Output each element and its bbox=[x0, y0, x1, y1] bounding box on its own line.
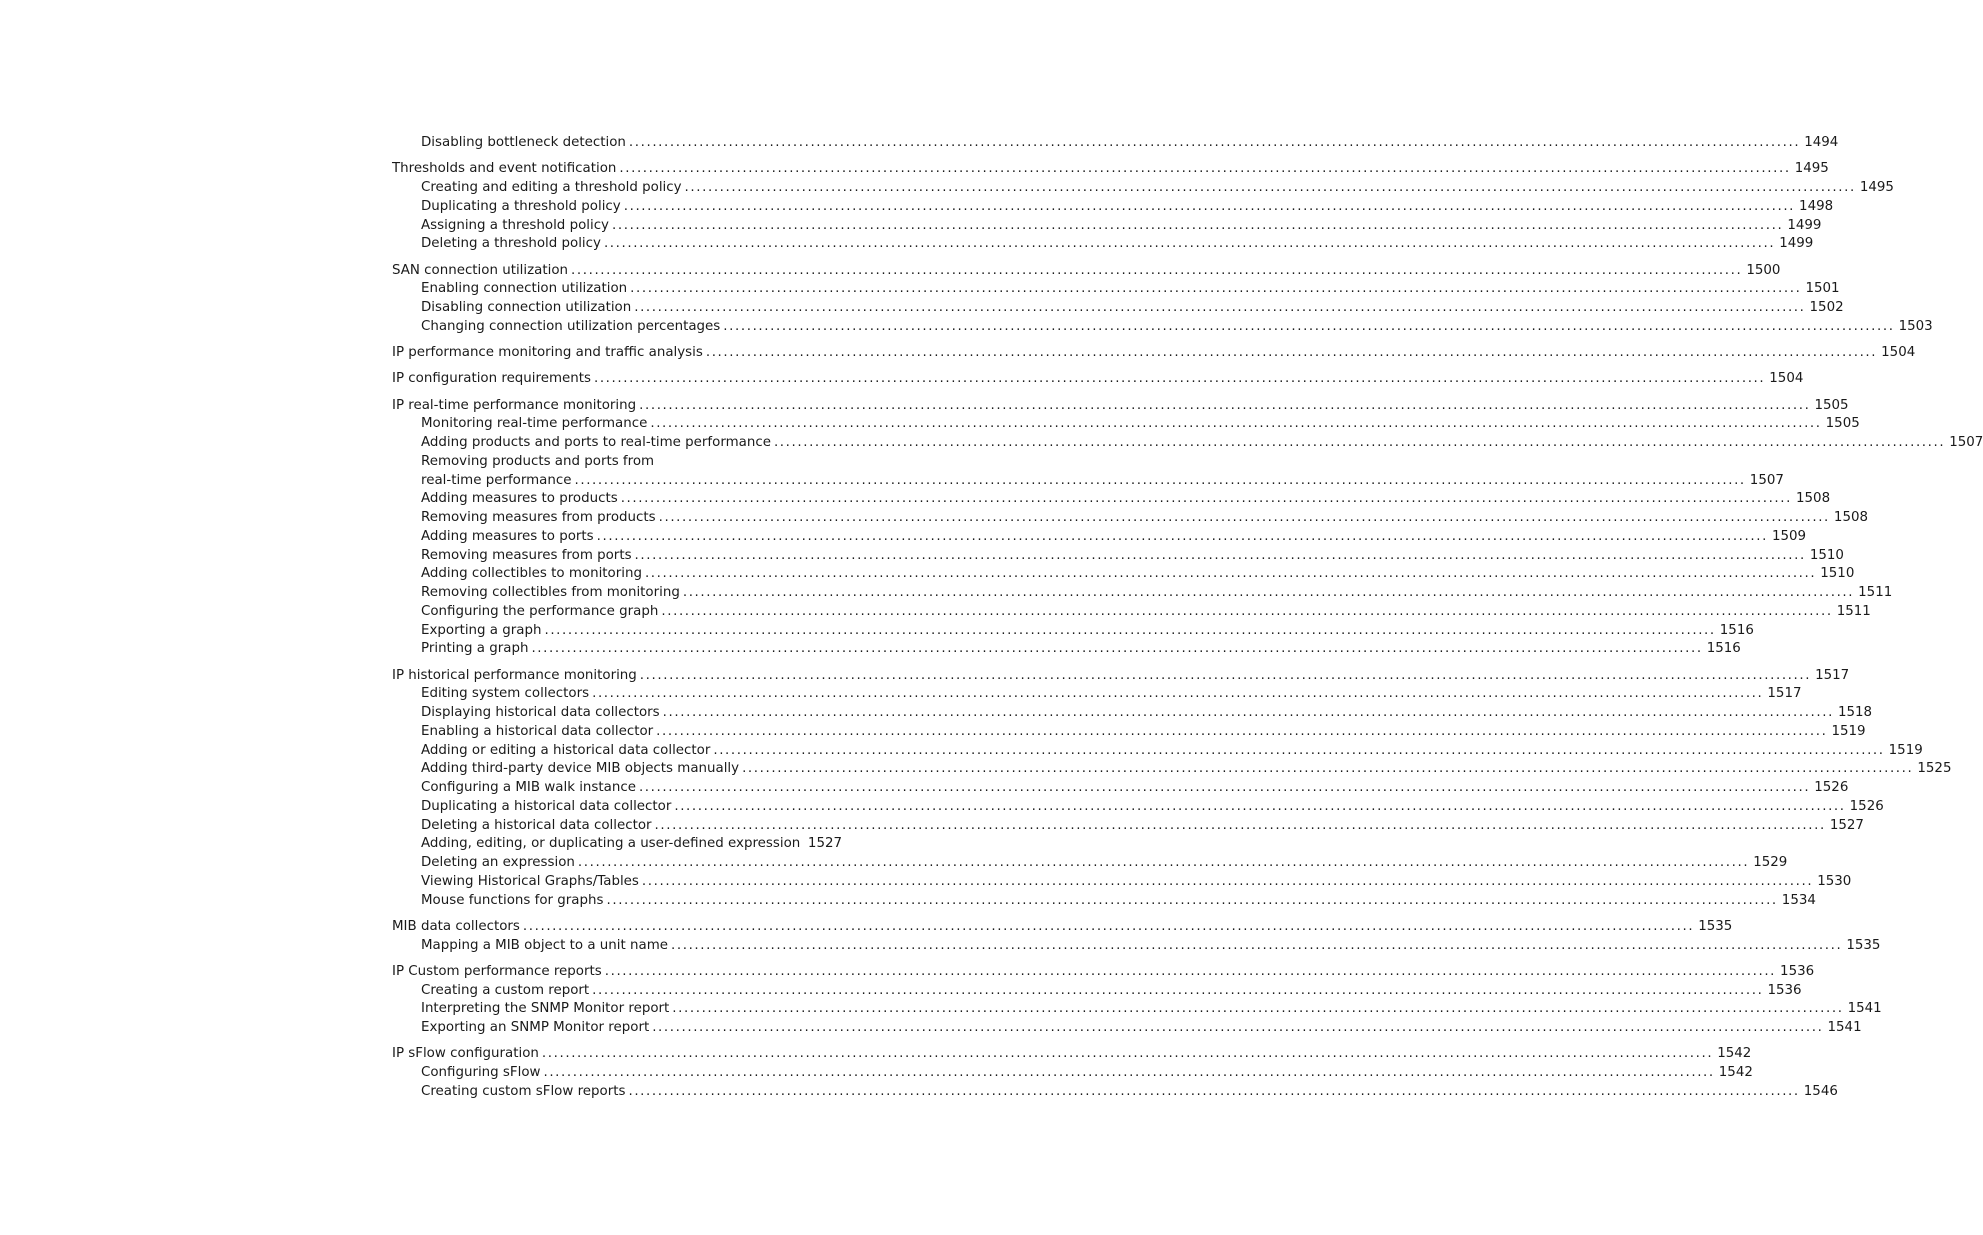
toc-dot-leader: ........................................................................................................................................................................................................ bbox=[639, 667, 1812, 683]
toc-page-number: 1495 bbox=[1794, 161, 1829, 177]
toc-entry-title: Displaying historical data collectors bbox=[421, 705, 660, 720]
toc-entry-title: Configuring the performance graph bbox=[421, 603, 659, 619]
toc-subentry[interactable] bbox=[392, 854, 1788, 873]
toc-subentry[interactable] bbox=[392, 779, 1849, 798]
toc-subentry[interactable] bbox=[392, 198, 1834, 217]
toc-page-number: 1494 bbox=[1804, 135, 1839, 150]
toc-dot-leader: ........................................................................................................................................................................................................ bbox=[684, 180, 1856, 195]
toc-subentry[interactable] bbox=[392, 528, 1807, 547]
toc-dot-leader: ........................................................................................................................................................................................................ bbox=[544, 622, 1716, 638]
toc-subentry[interactable] bbox=[392, 835, 842, 854]
toc-subentry[interactable] bbox=[392, 603, 1871, 622]
toc-subentry[interactable] bbox=[392, 1083, 1838, 1102]
toc-entry-title: Duplicating a threshold policy bbox=[421, 198, 621, 214]
toc-page-number: 1519 bbox=[1888, 742, 1923, 758]
toc-page-number: 1509 bbox=[1771, 528, 1807, 544]
toc-page-number: 1535 bbox=[1846, 937, 1881, 953]
toc-entry-title: IP Custom performance reports bbox=[392, 963, 602, 979]
toc-page-number: 1527 bbox=[1829, 817, 1864, 833]
toc-page-number: 1502 bbox=[1809, 300, 1844, 315]
toc-dot-leader: ........................................................................................................................................................................................................ bbox=[634, 547, 1806, 563]
toc-subentry[interactable] bbox=[392, 472, 1784, 491]
toc-page-number: 1507 bbox=[1949, 435, 1983, 450]
toc-page-number: 1505 bbox=[1814, 397, 1849, 413]
toc-dot-leader: ........................................................................................................................................................................................................ bbox=[543, 1065, 1715, 1080]
toc-page-number: 1534 bbox=[1781, 892, 1816, 908]
toc-entry-title: Viewing Historical Graphs/Tables bbox=[421, 873, 639, 889]
toc-subentry[interactable] bbox=[392, 1000, 1882, 1019]
toc-dot-leader: ........................................................................................................................................................................................................ bbox=[705, 345, 1878, 360]
toc-subentry[interactable] bbox=[392, 742, 1923, 761]
toc-page-number: 1536 bbox=[1767, 982, 1802, 998]
toc-heading-entry[interactable] bbox=[392, 1045, 1752, 1064]
toc-section bbox=[392, 918, 1881, 956]
toc-heading-entry[interactable] bbox=[392, 963, 1815, 982]
toc-subentry[interactable] bbox=[392, 640, 1741, 659]
toc-section bbox=[392, 134, 1839, 153]
toc-dot-leader: ........................................................................................................................................................................................................ bbox=[630, 281, 1802, 297]
toc-page-number: 1516 bbox=[1719, 622, 1754, 638]
toc-subentry[interactable] bbox=[392, 318, 1933, 337]
toc-entry-title: Deleting a threshold policy bbox=[421, 236, 601, 252]
toc-entry-title: Removing measures from ports bbox=[421, 547, 632, 563]
toc-entry-title: Creating a custom report bbox=[421, 982, 590, 998]
toc-dot-leader: ........................................................................................................................................................................................................ bbox=[620, 491, 1793, 507]
toc-dot-leader: ........................................................................................................................................................................................................ bbox=[723, 318, 1895, 334]
toc-dot-leader: ........................................................................................................................................................................................................ bbox=[577, 855, 1750, 870]
toc-dot-leader: ........................................................................................................................................................................................................ bbox=[662, 705, 1834, 720]
toc-entry-title: Deleting an expression bbox=[421, 855, 575, 870]
toc-subentry[interactable] bbox=[392, 434, 1983, 453]
toc-dot-leader: ........................................................................................................................................................................................................ bbox=[606, 892, 1778, 908]
toc-page-number: 1546 bbox=[1803, 1083, 1838, 1099]
toc-section bbox=[392, 397, 1983, 660]
toc-page-number: 1504 bbox=[1769, 371, 1804, 387]
toc-page-number: 1542 bbox=[1717, 1046, 1752, 1062]
toc-page-number: 1527 bbox=[807, 836, 842, 852]
toc-entry-title: IP configuration requirements bbox=[392, 371, 591, 387]
toc-entry-title: Adding measures to ports bbox=[421, 528, 594, 544]
toc-page-number: 1535 bbox=[1698, 918, 1733, 934]
toc-page-number: 1517 bbox=[1767, 686, 1802, 702]
toc-subentry[interactable] bbox=[392, 490, 1831, 509]
toc-entry-title: Adding products and ports to real-time performance bbox=[421, 435, 771, 450]
toc-subentry[interactable] bbox=[392, 280, 1840, 299]
toc-entry-title: Interpreting the SNMP Monitor report bbox=[421, 1001, 670, 1017]
toc-dot-leader: ........................................................................................................................................................................................................ bbox=[574, 472, 1746, 488]
toc-page-number: 1517 bbox=[1815, 667, 1850, 683]
toc-heading-entry[interactable] bbox=[392, 397, 1849, 416]
toc-dot-leader: ........................................................................................................................................................................................................ bbox=[650, 416, 1822, 432]
toc-dot-leader: ........................................................................................................................................................................................................ bbox=[656, 723, 1828, 739]
toc-entry-title: Removing collectibles from monitoring bbox=[421, 585, 680, 600]
table-of-contents bbox=[392, 134, 1983, 1109]
toc-entry-title: Adding collectibles to monitoring bbox=[421, 566, 642, 582]
toc-dot-leader: ........................................................................................................................................................................................................ bbox=[604, 963, 1777, 979]
toc-heading-entry[interactable] bbox=[392, 262, 1781, 281]
toc-dot-leader: ........................................................................................................................................................................................................ bbox=[641, 873, 1814, 889]
toc-section bbox=[392, 963, 1882, 1038]
toc-dot-leader: ........................................................................................................................................................................................................ bbox=[628, 135, 1801, 150]
toc-entry-title: IP historical performance monitoring bbox=[392, 667, 637, 683]
toc-subentry[interactable] bbox=[392, 179, 1894, 198]
toc-subentry[interactable] bbox=[392, 937, 1881, 956]
toc-dot-leader: ........................................................................................................................................................................................................ bbox=[661, 603, 1833, 619]
toc-entry-title: Creating and editing a threshold policy bbox=[421, 180, 682, 195]
toc-dot-leader: ........................................................................................................................................................................................................ bbox=[628, 1083, 1800, 1099]
toc-page-number: 1542 bbox=[1718, 1065, 1753, 1080]
toc-dot-leader: ........................................................................................................................................................................................................ bbox=[541, 1046, 1714, 1062]
toc-dot-leader: ........................................................................................................................................................................................................ bbox=[592, 686, 1764, 702]
toc-page-number: 1500 bbox=[1746, 262, 1781, 278]
toc-page-number: 1510 bbox=[1820, 566, 1855, 582]
toc-section bbox=[392, 160, 1894, 254]
toc-page-number: 1504 bbox=[1881, 345, 1916, 360]
toc-heading-entry[interactable] bbox=[392, 667, 1850, 686]
toc-entry-title: Disabling connection utilization bbox=[421, 300, 632, 315]
toc-entry-title: IP real-time performance monitoring bbox=[392, 397, 637, 413]
toc-entry-title: Adding third-party device MIB objects manually bbox=[421, 761, 740, 777]
toc-entry-title: IP performance monitoring and traffic analysis bbox=[392, 345, 703, 360]
toc-entry-title: Adding measures to products bbox=[421, 491, 618, 507]
toc-subentry[interactable] bbox=[392, 873, 1852, 892]
toc-entry-title: Enabling a historical data collector bbox=[421, 723, 654, 739]
toc-dot-leader: ........................................................................................................................................................................................................ bbox=[644, 566, 1817, 582]
toc-page-number: 1529 bbox=[1753, 855, 1788, 870]
toc-page-number: 1501 bbox=[1805, 281, 1840, 297]
toc-entry-title: IP sFlow configuration bbox=[392, 1046, 539, 1062]
toc-page-number: 1507 bbox=[1749, 472, 1784, 488]
toc-dot-leader: ........................................................................................................................................................................................................ bbox=[522, 918, 1695, 934]
toc-page-number: 1530 bbox=[1817, 873, 1852, 889]
toc-page-number: 1518 bbox=[1837, 705, 1873, 720]
toc-subentry[interactable] bbox=[392, 798, 1884, 817]
toc-entry-title: Creating custom sFlow reports bbox=[421, 1083, 626, 1099]
toc-entry-title: Thresholds and event notification bbox=[392, 161, 617, 177]
toc-page-number: 1525 bbox=[1917, 761, 1952, 777]
toc-entry-title: Duplicating a historical data collector bbox=[421, 798, 672, 814]
toc-subentry[interactable] bbox=[392, 760, 1952, 779]
toc-page-number: 1505 bbox=[1825, 416, 1860, 432]
toc-page-number: 1541 bbox=[1847, 1001, 1882, 1017]
toc-page-number: 1541 bbox=[1827, 1020, 1862, 1035]
toc-page-number: 1526 bbox=[1849, 798, 1884, 814]
toc-section bbox=[392, 262, 1933, 337]
toc-dot-leader: ........................................................................................................................................................................................................ bbox=[639, 397, 1811, 413]
toc-subentry[interactable] bbox=[392, 622, 1754, 641]
toc-page-number: 1536 bbox=[1780, 963, 1815, 979]
toc-dot-leader: ........................................................................................................................................................................................................ bbox=[674, 798, 1846, 814]
toc-subentry[interactable] bbox=[392, 547, 1844, 566]
toc-subentry[interactable] bbox=[392, 1019, 1862, 1038]
toc-entry-title: Assigning a threshold policy bbox=[421, 217, 609, 233]
toc-page-number: 1498 bbox=[1799, 198, 1834, 214]
toc-page-number: 1526 bbox=[1814, 780, 1849, 795]
toc-subentry[interactable] bbox=[392, 685, 1802, 704]
toc-page-number: 1499 bbox=[1787, 217, 1822, 233]
toc-entry-title: Adding, editing, or duplicating a user-defined expression bbox=[421, 836, 801, 852]
toc-subentry[interactable] bbox=[392, 565, 1855, 584]
toc-page-number: 1519 bbox=[1831, 723, 1866, 739]
toc-subentry[interactable] bbox=[392, 235, 1814, 254]
toc-dot-leader: ........................................................................................................................................................................................................ bbox=[682, 585, 1855, 600]
toc-dot-leader: ........................................................................................................................................................................................................ bbox=[623, 198, 1796, 214]
toc-heading-entry[interactable] bbox=[392, 918, 1733, 937]
toc-entry-title: Printing a graph bbox=[421, 641, 529, 657]
toc-subentry[interactable] bbox=[392, 892, 1816, 911]
toc-section bbox=[392, 370, 1804, 389]
toc-dot-leader: ........................................................................................................................................................................................................ bbox=[571, 262, 1743, 278]
toc-entry-title: Exporting an SNMP Monitor report bbox=[421, 1020, 650, 1035]
toc-dot-leader: ........................................................................................................................................................................................................ bbox=[671, 937, 1843, 953]
toc-subentry[interactable] bbox=[392, 704, 1873, 723]
toc-section bbox=[392, 667, 1952, 911]
toc-dot-leader: ........................................................................................................................................................................................................ bbox=[652, 1020, 1824, 1035]
toc-heading-entry[interactable] bbox=[392, 160, 1829, 179]
toc-dot-leader: ........................................................................................................................................................................................................ bbox=[713, 742, 1885, 758]
toc-heading-entry[interactable] bbox=[392, 344, 1916, 363]
toc-entry-title: Deleting a historical data collector bbox=[421, 817, 652, 833]
toc-subentry[interactable] bbox=[392, 217, 1822, 236]
toc-dot-leader: ........................................................................................................................................................................................................ bbox=[742, 761, 1914, 777]
toc-subentry[interactable] bbox=[392, 723, 1866, 742]
toc-dot-leader: ........................................................................................................................................................................................................ bbox=[654, 817, 1826, 833]
toc-dot-leader: ........................................................................................................................................................................................................ bbox=[531, 641, 1703, 657]
toc-subentry[interactable] bbox=[392, 982, 1802, 1001]
toc-subentry[interactable] bbox=[392, 509, 1868, 528]
toc-page-number: 1495 bbox=[1859, 180, 1894, 195]
toc-entry-title: Exporting a graph bbox=[421, 622, 542, 638]
toc-page-number: 1511 bbox=[1836, 603, 1871, 619]
toc-entry-title: Mouse functions for graphs bbox=[421, 892, 604, 908]
toc-entry-title: real-time performance bbox=[421, 472, 572, 488]
toc-dot-leader: ........................................................................................................................................................................................................ bbox=[612, 217, 1784, 233]
toc-subentry[interactable] bbox=[392, 415, 1860, 434]
toc-heading-entry[interactable] bbox=[392, 370, 1804, 389]
toc-dot-leader: ........................................................................................................................................................................................................ bbox=[672, 1001, 1844, 1017]
toc-subentry[interactable] bbox=[392, 1064, 1753, 1083]
toc-entry-title: Monitoring real-time performance bbox=[421, 416, 648, 432]
toc-entry-title: Removing products and ports from bbox=[421, 453, 655, 469]
toc-section bbox=[392, 1045, 1838, 1101]
toc-subentry[interactable] bbox=[392, 817, 1864, 836]
toc-entry-title: Configuring sFlow bbox=[421, 1065, 541, 1080]
toc-entry-title: Configuring a MIB walk instance bbox=[421, 780, 636, 795]
toc-dot-leader: ........................................................................................................................................................................................................ bbox=[773, 435, 1946, 450]
toc-entry-title: Disabling bottleneck detection bbox=[421, 135, 626, 150]
toc-page-number: 1499 bbox=[1779, 236, 1814, 252]
toc-page-number: 1516 bbox=[1706, 641, 1741, 657]
toc-subentry[interactable] bbox=[392, 134, 1839, 153]
toc-entry-title: Editing system collectors bbox=[421, 686, 590, 702]
toc-page-number: 1508 bbox=[1796, 491, 1831, 507]
toc-dot-leader: ........................................................................................................................................................................................................ bbox=[638, 780, 1811, 795]
toc-subentry[interactable] bbox=[392, 453, 842, 472]
toc-entry-title: SAN connection utilization bbox=[392, 262, 569, 278]
toc-entry-title: MIB data collectors bbox=[392, 918, 520, 934]
toc-entry-title: Enabling connection utilization bbox=[421, 281, 628, 297]
toc-section bbox=[392, 344, 1916, 363]
toc-entry-title: Removing measures from products bbox=[421, 510, 656, 525]
toc-dot-leader: ........................................................................................................................................................................................................ bbox=[634, 300, 1806, 315]
toc-dot-leader: ........................................................................................................................................................................................................ bbox=[592, 982, 1764, 998]
toc-dot-leader: ........................................................................................................................................................................................................ bbox=[658, 510, 1830, 525]
toc-page-number: 1510 bbox=[1809, 547, 1844, 563]
toc-subentry[interactable] bbox=[392, 584, 1893, 603]
toc-page-number: 1511 bbox=[1858, 585, 1893, 600]
toc-dot-leader: ........................................................................................................................................................................................................ bbox=[593, 371, 1766, 387]
toc-dot-leader: ........................................................................................................................................................................................................ bbox=[619, 161, 1791, 177]
toc-dot-leader: ........................................................................................................................................................................................................ bbox=[596, 528, 1768, 544]
toc-subentry[interactable] bbox=[392, 299, 1844, 318]
toc-page-number: 1508 bbox=[1833, 510, 1868, 525]
toc-dot-leader: ........................................................................................................................................................................................................ bbox=[603, 236, 1776, 252]
toc-entry-title: Adding or editing a historical data collector bbox=[421, 742, 711, 758]
toc-page-number: 1503 bbox=[1898, 318, 1933, 334]
toc-entry-title: Mapping a MIB object to a unit name bbox=[421, 937, 668, 953]
toc-entry-title: Changing connection utilization percentages bbox=[421, 318, 721, 334]
